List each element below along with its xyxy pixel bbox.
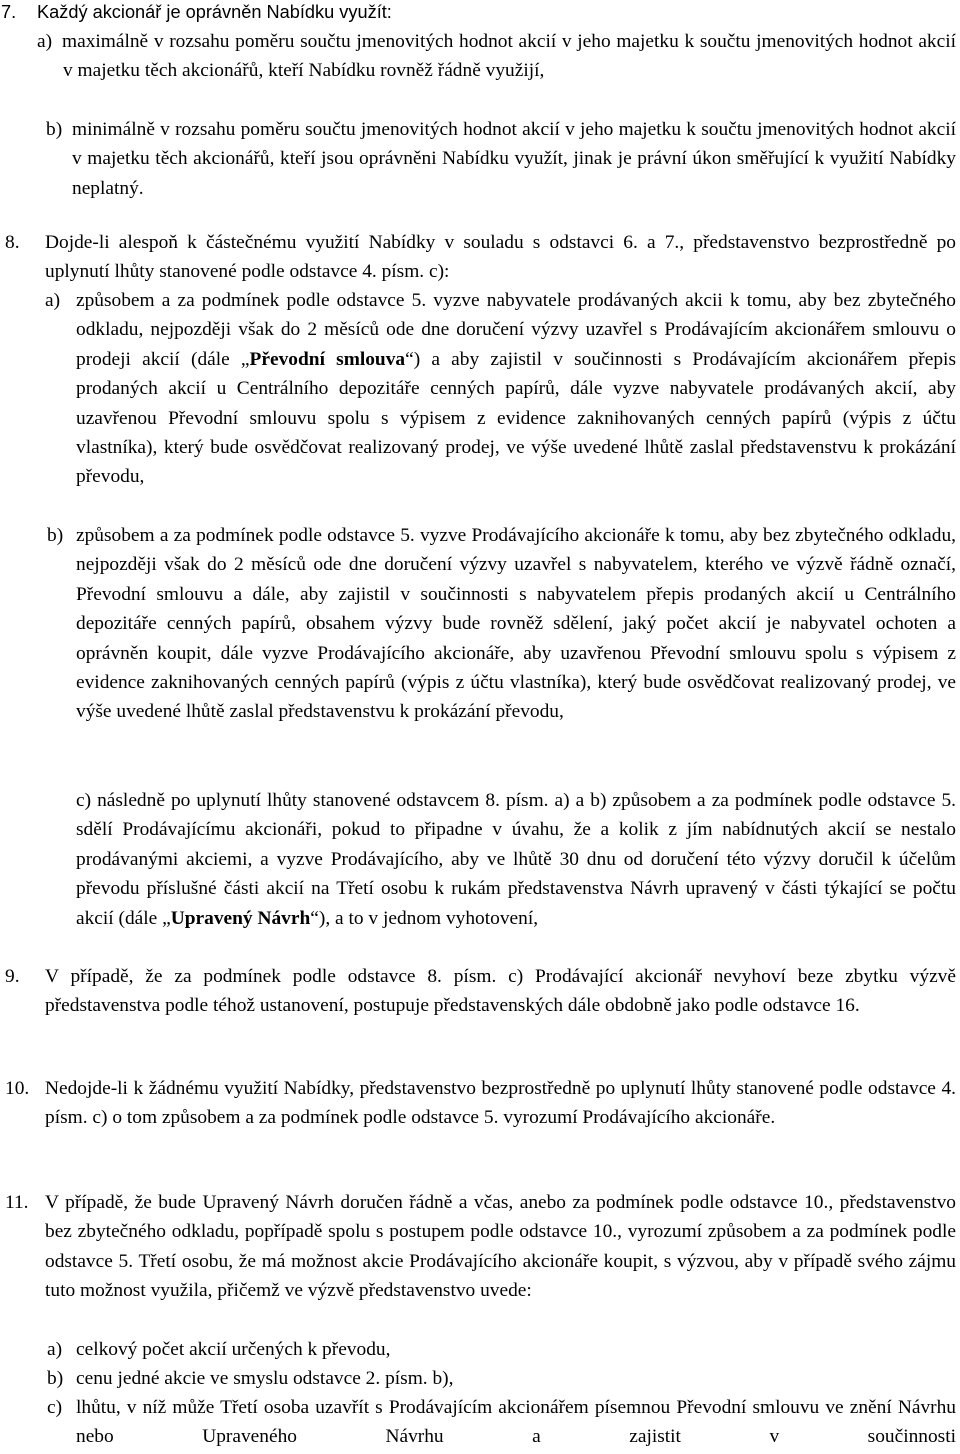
list-marker: b)	[46, 119, 63, 140]
list-item-11b	[47, 1364, 956, 1393]
list-item-11c	[47, 1393, 956, 1452]
paragraph-10	[0, 1074, 956, 1133]
list-marker: b)	[47, 1368, 64, 1389]
list-marker: c)	[47, 1397, 63, 1418]
paragraph-intro: Každý akcionář je oprávněn Nabídku využít:	[37, 2, 392, 22]
list-item-text-part: způsobem a za podmínek podle odstavce 5. vyzve nabyvatele prodávaných akcii k tomu, aby bez zbytečného odkladu, nejpozději však do 2 měsíců ode dne doručení výzvy uzavřel s Prodávajícím akcionářem smlouvu o prodeji akcií (dále „	[76, 290, 956, 370]
list-item-text: způsobem a za podmínek podle odstavce 5. vyzve Prodávajícího akcionáře k tomu, aby bez zbytečného odkladu, nejpozději však do 2 měsíců ode dne doručení výzvy uzavřel s nabyvatelem, kterého ve výzvě řádně označí, Převodní smlouvu a dále, aby zajistil v součinnosti s nabyvatelem přepis prodaných akcií u Centrálního depozitáře cenných papírů, obsahem výzvy bude rovněž sdělení, jaký počet akcií je nabyvatel ochoten a oprávněn koupit, dále vyzve Prodávajícího akcionáře, aby uzavřenou Převodní smlouvu spolu s výpisem z evidence zaknihovaných cenných papírů (výpis z účtu vlastníka), který bude osvědčovat realizovaný prodej, ve výše uvedené lhůtě zaslal představenstvu k prokázání převodu,	[76, 525, 956, 723]
list-marker: a)	[45, 290, 61, 311]
list-item-8b	[47, 521, 956, 727]
paragraph-number: 7.	[1, 2, 17, 22]
list-item-text: cenu jedné akcie ve smyslu odstavce 2. písm. b),	[76, 1368, 454, 1389]
list-item-8a	[45, 286, 956, 492]
list-marker: b)	[47, 525, 64, 546]
list-item-text-part: c) následně po uplynutí lhůty stanovené odstavcem 8. písm. a) a b) způsobem a za podmínek podle odstavce 5. sdělí Prodávajícímu akcionáři, pokud to připadne v úvahu, že a kolik z jím nabídnutých akcií se nestalo prodávanými akciemi, a vyzve Prodávajícího, aby ve lhůtě 30 dnu od doručení této výzvy doručil k účelům převodu příslušné části akcií na Třetí osobu k rukám představenstva Návrh upravený v části týkající se počtu akcií (dále „	[76, 790, 956, 929]
paragraph-11	[0, 1188, 956, 1306]
paragraph-number: 8.	[5, 232, 20, 253]
paragraph-number: 10.	[5, 1078, 30, 1099]
list-item-text: minimálně v rozsahu poměru součtu jmenovitých hodnot akcií v jeho majetku k součtu jmenovitých hodnot akcií v majetku těch akcionářů, kteří jsou oprávněni Nabídku využít, jinak je právní úkon směřující k využití Nabídky neplatný.	[72, 119, 956, 199]
list-item-text: maximálně v rozsahu poměru součtu jmenovitých hodnot akcií v jeho majetku k součtu jmenovitých hodnot akcií v majetku těch akcionářů, kteří Nabídku rovněž řádně využijí,	[62, 31, 956, 82]
paragraph-text: V případě, že za podmínek podle odstavce 8. písm. c) Prodávající akcionář nevyhoví beze zbytku výzvě představenstva podle téhož ustanovení, postupuje představenských dále obdobně jako podle odstavce 16.	[45, 966, 956, 1017]
list-item-8c	[76, 786, 956, 933]
paragraph-8	[0, 228, 956, 287]
paragraph-9	[0, 962, 956, 1021]
list-item-text-part: “) a aby zajistil v součinnosti s Prodávajícím akcionářem přepis prodaných akcií u Centrálního depozitáře cenných papírů, dále vyzve nabyvatele prodávaných akcií, aby uzavřenou Převodní smlouvu spolu s výpisem z evidence zaknihovaných cenných papírů (výpis z účtu vlastníka), který bude osvědčovat realizovaný prodej, ve výše uvedené lhůtě zaslal představenstvu k prokázání převodu,	[76, 348, 956, 488]
defined-term: Převodní smlouva	[249, 348, 406, 370]
defined-term: Upravený Návrh	[170, 907, 311, 929]
list-marker: a)	[47, 1339, 63, 1360]
list-item-7a	[37, 27, 956, 86]
list-item-text-part: “), a to v jednom vyhotovení,	[310, 907, 539, 929]
paragraph-intro: Dojde-li alespoň k částečnému využití Nabídky v souladu s odstavci 6. a 7., představenstvo bezprostředně po uplynutí lhůty stanovené podle odstavce 4. písm. c):	[45, 232, 956, 283]
paragraph-number: 9.	[5, 966, 20, 987]
paragraph-text: Nedojde-li k žádnému využití Nabídky, představenstvo bezprostředně po uplynutí lhůty stanovené podle odstavce 4. písm. c) o tom způsobem a za podmínek podle odstavce 5. vyrozumí Prodávajícího akcionáře.	[45, 1078, 956, 1129]
list-item-text: celkový počet akcií určených k převodu,	[76, 1339, 391, 1360]
list-item-11a	[47, 1335, 956, 1364]
paragraph-number: 11.	[5, 1192, 29, 1213]
list-item-7b	[46, 115, 956, 203]
list-item-text	[76, 786, 956, 933]
list-item-text	[45, 286, 956, 492]
list-item-text: lhůtu, v níž může Třetí osoba uzavřít s Prodávajícím akcionářem písemnou Převodní smlouvu ve znění Návrhu nebo Upraveného Návrhu a zajistit v součinnosti	[76, 1397, 956, 1448]
list-marker: a)	[37, 31, 53, 52]
paragraph-text: V případě, že bude Upravený Návrh doručen řádně a včas, anebo za podmínek podle odstavce 10., představenstvo bez zbytečného odkladu, popřípadě spolu s postupem podle odstavce 10., vyrozumí způsobem a za podmínek podle odstavce 5. Třetí osobu, že má možnost akcie Prodávajícího akcionáře koupit, s výzvou, aby v případě svého zájmu tuto možnost využila, přičemž ve výzvě představenstvo uvede:	[45, 1192, 956, 1302]
